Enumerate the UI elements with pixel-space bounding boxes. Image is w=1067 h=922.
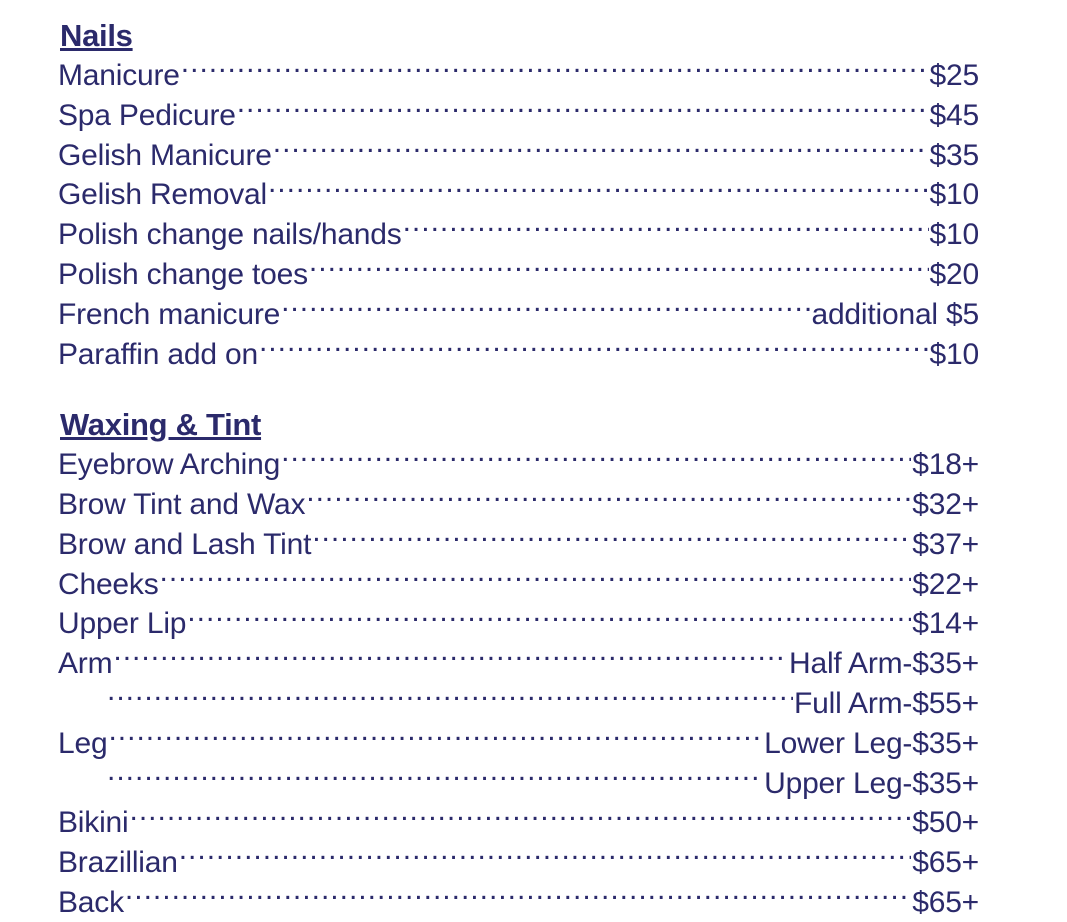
dot-leader bbox=[113, 643, 788, 673]
service-price: $22+ bbox=[912, 567, 979, 601]
price-row bbox=[58, 95, 979, 135]
price-list-sections bbox=[58, 18, 979, 922]
service-name: Spa Pedicure bbox=[58, 98, 236, 132]
service-name: Cheeks bbox=[58, 567, 159, 601]
service-price: $20 bbox=[929, 257, 979, 291]
service-name: Brazillian bbox=[58, 846, 178, 880]
service-name: Gelish Removal bbox=[58, 178, 267, 212]
dot-leader bbox=[237, 95, 929, 125]
service-name: Gelish Manicure bbox=[58, 138, 272, 172]
service-price: $35 bbox=[929, 138, 979, 172]
dot-leader bbox=[268, 174, 929, 204]
dot-leader bbox=[108, 723, 763, 753]
dot-leader bbox=[130, 802, 912, 832]
service-name: Manicure bbox=[58, 58, 180, 92]
price-row bbox=[58, 524, 979, 564]
price-row bbox=[58, 444, 979, 484]
price-row bbox=[58, 334, 979, 374]
service-price: $18+ bbox=[912, 448, 979, 482]
dot-leader bbox=[179, 842, 912, 872]
section-title: Waxing & Tint bbox=[60, 407, 262, 443]
service-name: Eyebrow Arching bbox=[58, 448, 281, 482]
price-row bbox=[58, 683, 979, 723]
dot-leader bbox=[309, 254, 929, 284]
service-name: Polish change toes bbox=[58, 257, 308, 291]
dot-leader bbox=[160, 564, 912, 594]
price-row bbox=[58, 214, 979, 254]
price-row bbox=[58, 882, 979, 922]
service-price: Lower Leg-$35+ bbox=[764, 726, 979, 760]
service-name: Polish change nails/hands bbox=[58, 218, 402, 252]
dot-leader bbox=[306, 484, 911, 514]
service-price: Upper Leg-$35+ bbox=[764, 766, 979, 800]
price-row bbox=[58, 802, 979, 842]
price-row bbox=[58, 643, 979, 683]
service-name: Arm bbox=[58, 647, 113, 681]
price-row bbox=[58, 135, 979, 175]
service-name: Bikini bbox=[58, 806, 129, 840]
price-row bbox=[58, 603, 979, 643]
service-price: $45 bbox=[929, 98, 979, 132]
price-row bbox=[58, 842, 979, 882]
service-price: $14+ bbox=[912, 607, 979, 641]
dot-leader bbox=[273, 135, 929, 165]
section-spacer bbox=[58, 373, 979, 407]
service-name: Paraffin add on bbox=[58, 337, 258, 371]
service-price: $10 bbox=[929, 337, 979, 371]
service-name: Back bbox=[58, 886, 124, 920]
dot-leader bbox=[259, 334, 929, 364]
service-name: Brow and Lash Tint bbox=[58, 527, 312, 561]
service-price: $10 bbox=[929, 218, 979, 252]
price-section bbox=[58, 407, 979, 922]
price-row bbox=[58, 174, 979, 214]
service-price: $50+ bbox=[912, 806, 979, 840]
dot-leader bbox=[107, 683, 793, 713]
service-price: Half Arm-$35+ bbox=[789, 647, 979, 681]
service-price: Full Arm-$55+ bbox=[794, 687, 979, 721]
price-row bbox=[58, 254, 979, 294]
price-row bbox=[58, 55, 979, 95]
service-name: Upper Lip bbox=[58, 607, 187, 641]
service-name: Brow Tint and Wax bbox=[58, 488, 306, 522]
price-row bbox=[58, 294, 979, 334]
dot-leader bbox=[181, 55, 929, 85]
service-price: $25 bbox=[929, 58, 979, 92]
service-price: $65+ bbox=[912, 846, 979, 880]
price-section bbox=[58, 18, 979, 373]
service-price: $10 bbox=[929, 178, 979, 212]
dot-leader bbox=[281, 294, 810, 324]
price-row bbox=[58, 763, 979, 803]
service-price: $32+ bbox=[912, 488, 979, 522]
service-price: additional $5 bbox=[811, 297, 979, 331]
dot-leader bbox=[312, 524, 911, 554]
price-row bbox=[58, 484, 979, 524]
price-row bbox=[58, 723, 979, 763]
dot-leader bbox=[281, 444, 911, 474]
section-title: Nails bbox=[60, 18, 133, 53]
service-name: French manicure bbox=[58, 297, 281, 331]
service-name: Leg bbox=[58, 726, 108, 760]
service-price: $37+ bbox=[912, 527, 979, 561]
dot-leader bbox=[107, 763, 763, 793]
dot-leader bbox=[403, 214, 929, 244]
service-price: $65+ bbox=[912, 886, 979, 920]
price-row bbox=[58, 564, 979, 604]
dot-leader bbox=[125, 882, 911, 912]
dot-leader bbox=[187, 603, 911, 633]
